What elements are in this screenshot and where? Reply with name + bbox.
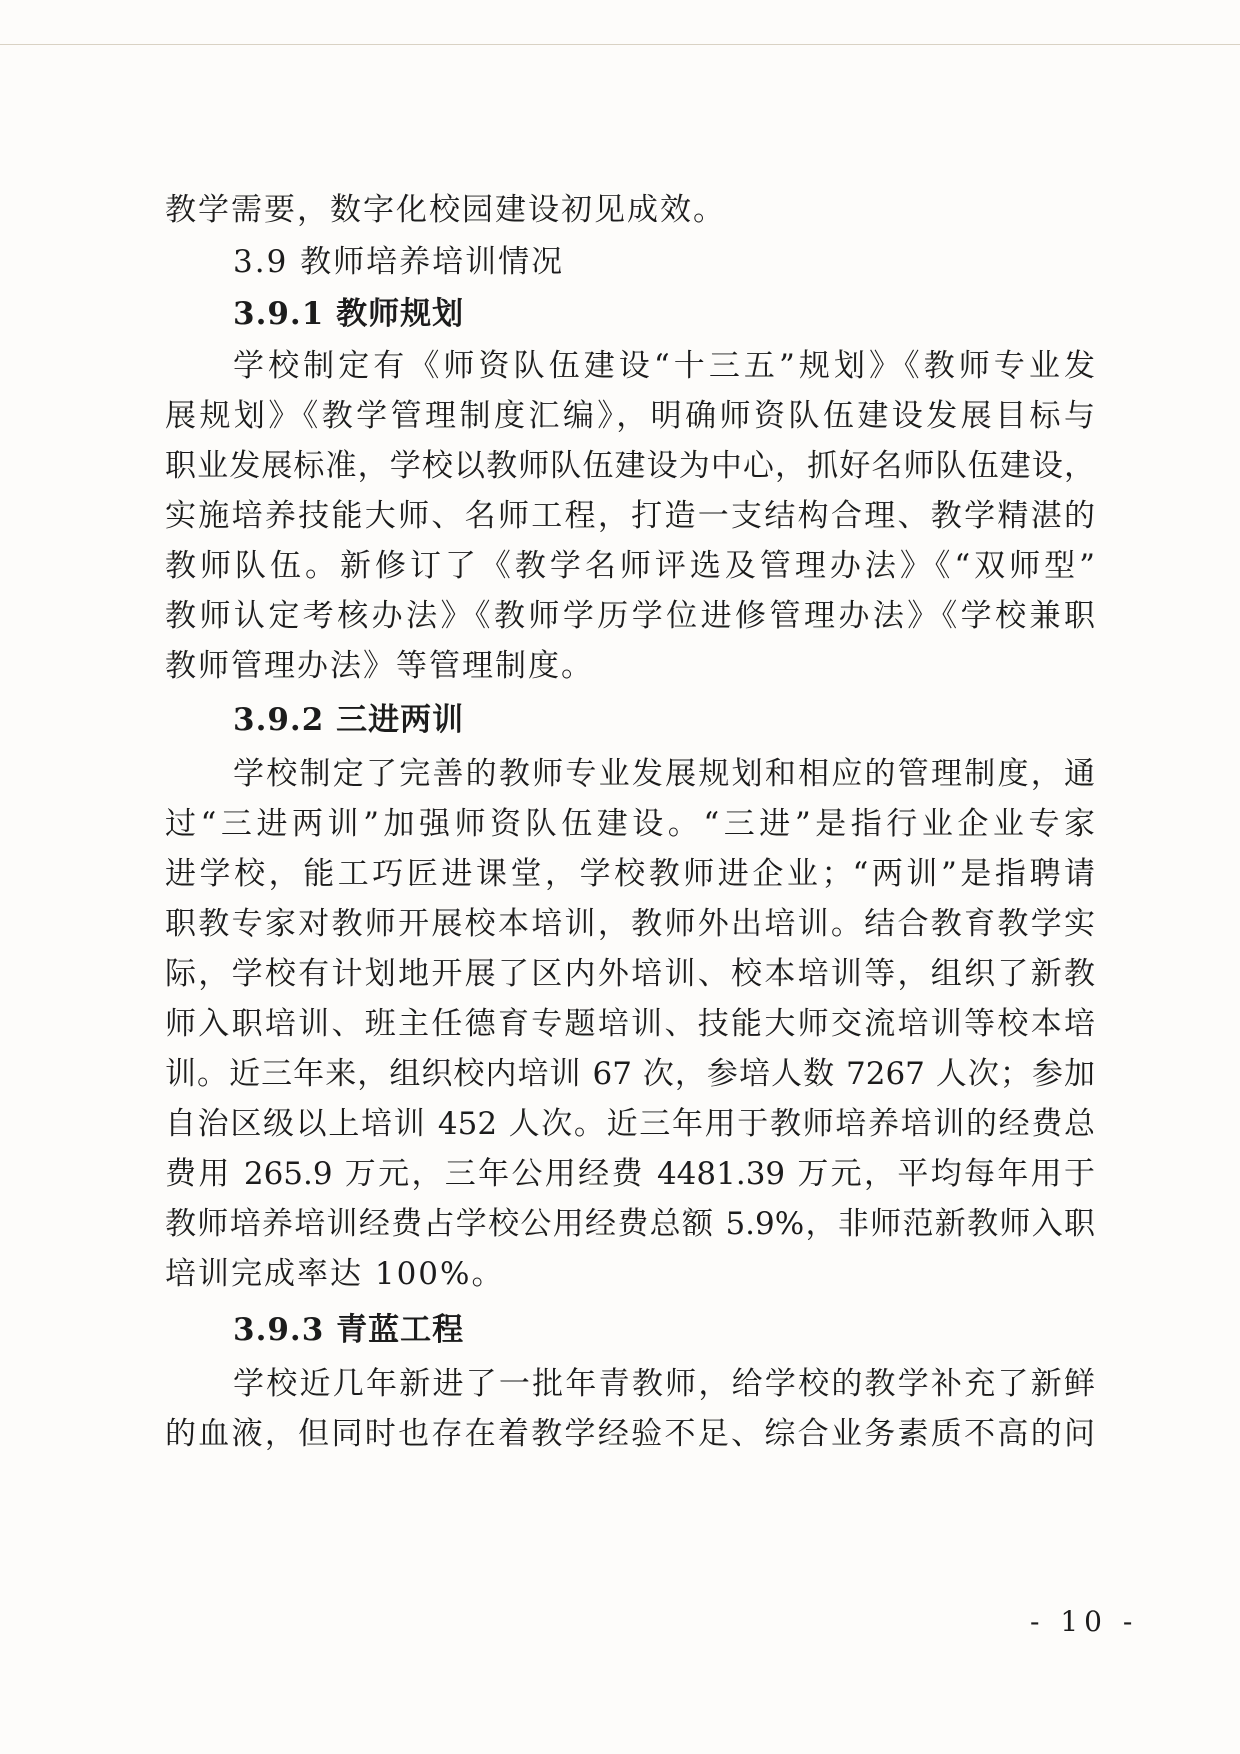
paragraph-line: 教师培养培训经费占学校公用经费总额 5.9%，非师范新教师入职 [165,1206,1095,1242]
paragraph-line: 职业发展标准，学校以教师队伍建设为中心，抓好名师队伍建设， [165,448,1095,484]
page-number: - 10 - [1030,1605,1139,1638]
paragraph-line: 费用 265.9 万元，三年公用经费 4481.39 万元，平均每年用于 [165,1156,1095,1192]
paragraph-line: 教师管理办法》等管理制度。 [165,648,594,684]
paragraph-line: 教师队伍。新修订了《教学名师评选及管理办法》《“双师型” [165,548,1095,584]
paragraph-line: 实施培养技能大师、名师工程，打造一支结构合理、教学精湛的 [165,498,1095,534]
paragraph-line: 职教专家对教师开展校本培训，教师外出培训。结合教育教学实 [165,906,1095,942]
subsection-heading: 3.9.1 教师规划 [233,296,465,332]
paragraph-line: 的血液，但同时也存在着教学经验不足、综合业务素质不高的问 [165,1416,1095,1452]
subsection-heading: 3.9.2 三进两训 [233,702,465,738]
paragraph-line: 学校制定了完善的教师专业发展规划和相应的管理制度，通 [233,756,1095,792]
paragraph-line: 际，学校有计划地开展了区内外培训、校本培训等，组织了新教 [165,956,1095,992]
subsection-heading: 3.9.3 青蓝工程 [233,1312,465,1348]
paragraph-line: 师入职培训、班主任德育专题培训、技能大师交流培训等校本培 [165,1006,1095,1042]
paragraph-line: 培训完成率达 100%。 [165,1256,505,1292]
paragraph-line: 自治区级以上培训 452 人次。近三年用于教师培养培训的经费总 [165,1106,1095,1142]
section-heading: 3.9 教师培养培训情况 [233,244,565,280]
paragraph-line: 过“三进两训”加强师资队伍建设。“三进”是指行业企业专家 [165,806,1095,842]
paragraph-line: 学校近几年新进了一批年青教师，给学校的教学补充了新鲜 [233,1366,1095,1402]
paragraph-line: 进学校，能工巧匠进课堂，学校教师进企业；“两训”是指聘请 [165,856,1095,892]
paragraph-line: 展规划》《教学管理制度汇编》，明确师资队伍建设发展目标与 [165,398,1095,434]
header-rule [0,44,1240,45]
paragraph-line: 学校制定有《师资队伍建设“十三五”规划》《教师专业发 [233,348,1095,384]
paragraph-line: 教师认定考核办法》《教师学历学位进修管理办法》《学校兼职 [165,598,1095,634]
paragraph-line: 训。近三年来，组织校内培训 67 次，参培人数 7267 人次；参加 [165,1056,1095,1092]
paragraph-line: 教学需要，数字化校园建设初见成效。 [165,192,726,228]
